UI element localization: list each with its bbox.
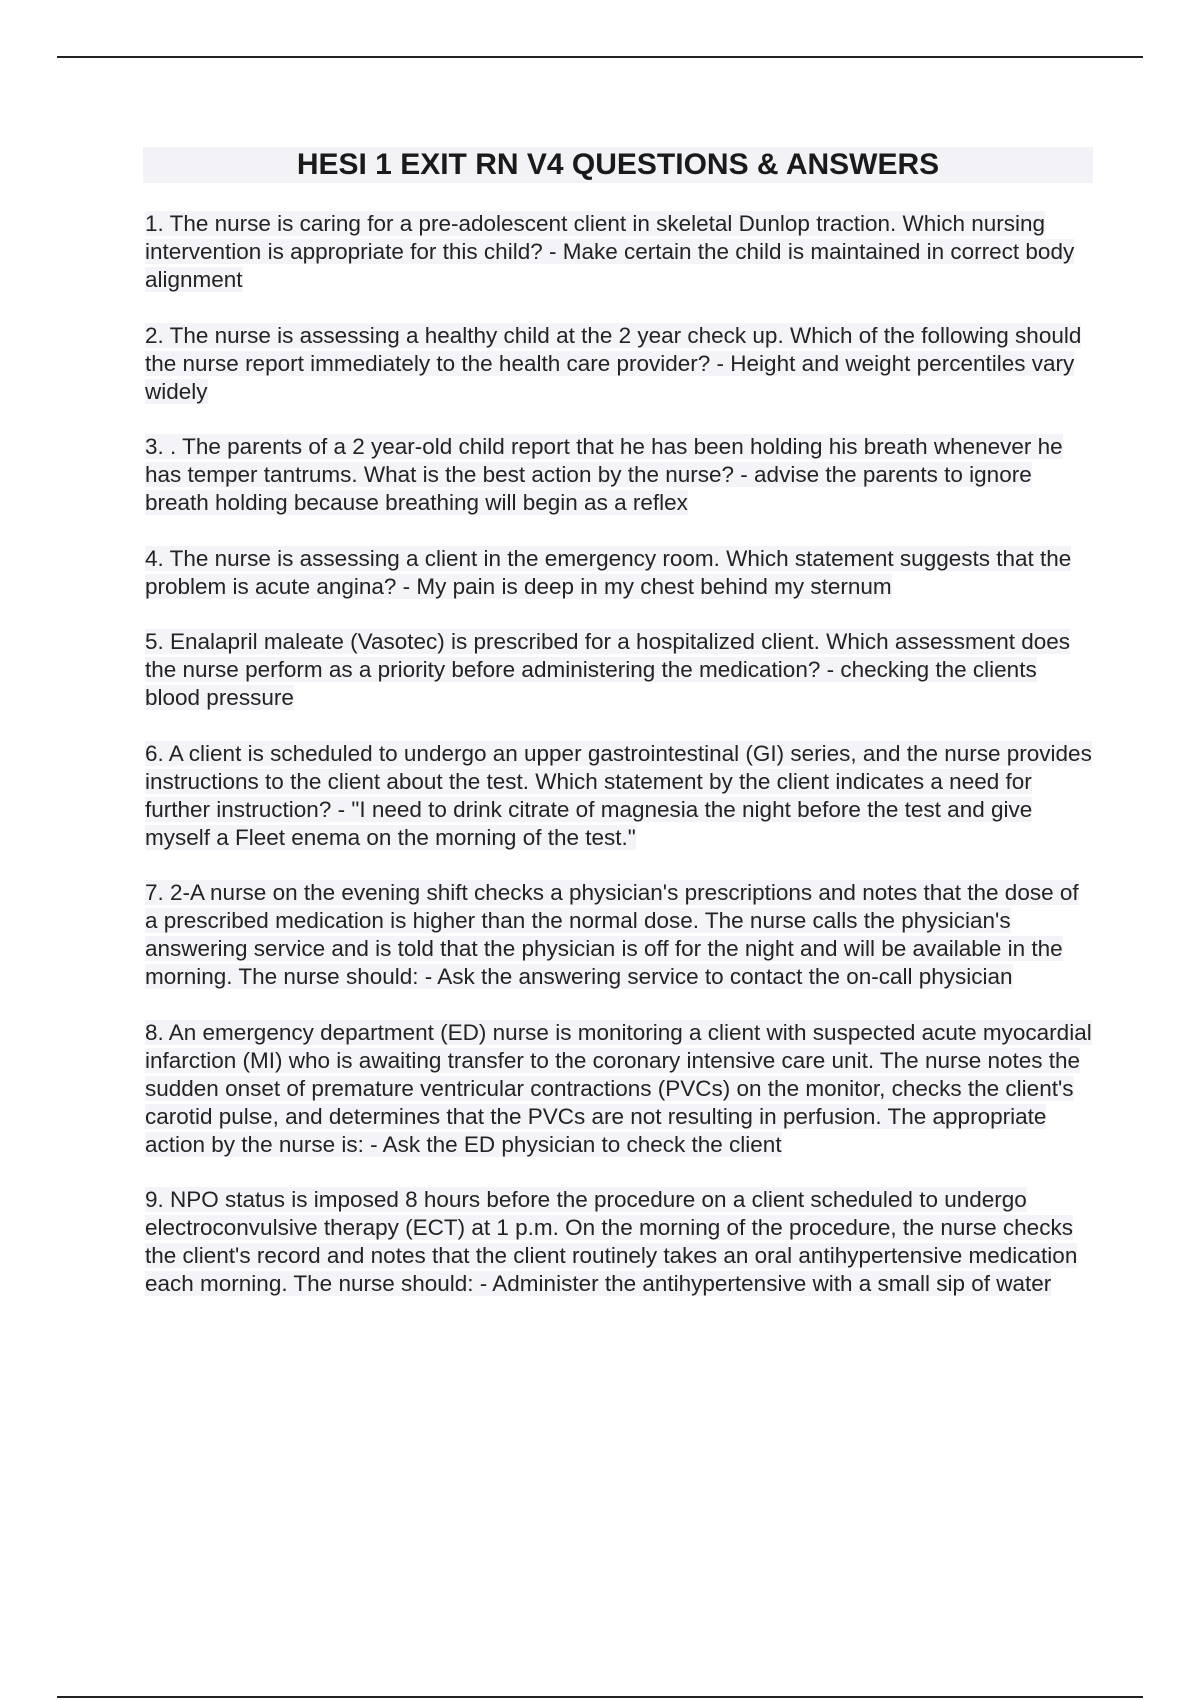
question-text: 2. The nurse is assessing a healthy child at the 2 year check up. Which of the following should the nurse report immediately to the health care provider? - Height and weight percentiles vary widely xyxy=(145,322,1082,404)
question-list xyxy=(145,210,1095,1326)
question-item xyxy=(145,628,1095,712)
question-item xyxy=(145,1019,1095,1159)
question-item xyxy=(145,210,1095,294)
question-item xyxy=(145,322,1095,406)
question-item xyxy=(145,740,1095,852)
top-rule xyxy=(57,56,1143,58)
question-item xyxy=(145,433,1095,517)
bottom-rule xyxy=(57,1696,1143,1698)
question-text: 7. 2-A nurse on the evening shift checks a physician's prescriptions and notes that the dose of a prescribed medication is higher than the normal dose. The nurse calls the physician's answering service and is told that the physician is off for the night and will be available in the morning. The nurse should: - Ask the answering service to contact the on-call physician xyxy=(145,880,1079,989)
question-text: 9. NPO status is imposed 8 hours before the procedure on a client scheduled to undergo electroconvulsive therapy (ECT) at 1 p.m. On the morning of the procedure, the nurse checks the client's record and notes that the client routinely takes an oral antihypertensive medication each morning. The nurse should: - Administer the antihypertensive with a small sip of water xyxy=(145,1187,1078,1296)
title-bar xyxy=(143,147,1093,183)
question-item xyxy=(145,545,1095,601)
question-item xyxy=(145,1186,1095,1298)
question-text: 5. Enalapril maleate (Vasotec) is prescribed for a hospitalized client. Which assessment does the nurse perform as a priority before administering the medication? - checking the clients blood pressure xyxy=(145,629,1071,710)
document-title: HESI 1 EXIT RN V4 QUESTIONS & ANSWERS xyxy=(296,148,940,181)
question-text: 1. The nurse is caring for a pre-adolescent client in skeletal Dunlop traction. Which nursing intervention is appropriate for this child? - Make certain the child is maintained in correct body alignment xyxy=(145,211,1075,292)
question-text: 8. An emergency department (ED) nurse is monitoring a client with suspected acute myocardial infarction (MI) who is awaiting transfer to the coronary intensive care unit. The nurse notes the sudden onset of premature ventricular contractions (PVCs) on the monitor, checks the client's carotid pulse, and determines that the PVCs are not resulting in perfusion. The appropriate action by the nurse is: - Ask the ED physician to check the client xyxy=(145,1019,1092,1157)
question-text: 3. . The parents of a 2 year-old child report that he has been holding his breath whenever he has temper tantrums. What is the best action by the nurse? - advise the parents to ignore breath holding because breathing will begin as a reflex xyxy=(145,434,1063,515)
question-text: 6. A client is scheduled to undergo an upper gastrointestinal (GI) series, and the nurse provides instructions to the client about the test. Which statement by the client indicates a need for further instruction? - "I need to drink citrate of magnesia the night before the test and give myself a Fleet enema on the morning of the test." xyxy=(145,740,1092,850)
question-item xyxy=(145,879,1095,991)
question-text: 4. The nurse is assessing a client in the emergency room. Which statement suggests that the problem is acute angina? - My pain is deep in my chest behind my sternum xyxy=(145,545,1072,599)
